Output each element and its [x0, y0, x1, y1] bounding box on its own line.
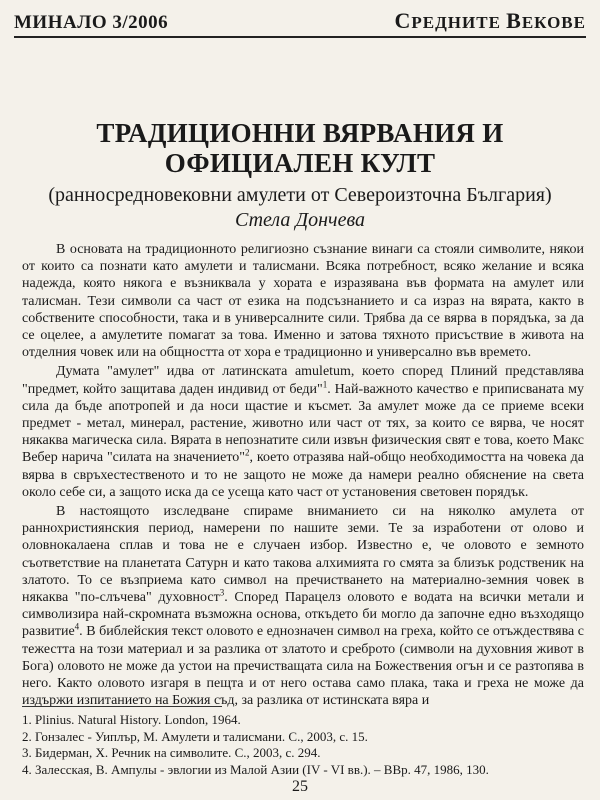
paragraph-2 [22, 363, 584, 501]
paragraph-1: В основата на традиционното религиозно съзнание винаги са стояли символите, някои от които са познати като амулети и талисмани. Всяка потребност, всяко желание и всяка надежда, която някога е възниквала у хората е изразявана във формата на амулет или талисман. Тези символи са част от езика на подсъзнанието и са израз на вярата, както в собствените способности, така и в универсалните сили. Трябва да се вярва в порядъка, за да се оцелее, а амулетите помагат за това. Именно и затова тяхното присъствие в живота на отделния човек или на общността от хора е традиционно и универсално във времето. [22, 242, 584, 361]
journal-issue: МИНАЛО 3/2006 [14, 12, 169, 33]
section-title-rest-2: ЕКОВЕ [521, 13, 586, 32]
paragraph-3-text-c: . В библейския текст оловото е еднозначен символ на греха, който се отъждествява с тежестта на този материал и за разлика от златото и среброто (символи на духовния живот в Бога) оловото не може да устои на пречистващата сила на Божествения огън и се разтопява в него. Както оловото изгаря в пещта и от него остава само плака, така и греха не може да издържи изпитанието на Божия съд, за разлика от истинската вяра и [22, 624, 584, 709]
running-header [14, 2, 586, 38]
article-title-line-2: ОФИЦИАЛЕН КУЛТ [164, 148, 436, 178]
page-number: 25 [292, 778, 308, 795]
section-title-initial: С [394, 8, 412, 33]
footnote-ref-4: 4 [74, 621, 80, 632]
footnotes [22, 712, 582, 778]
section-title-rest: РЕДНИТЕ [411, 13, 507, 32]
footnote-ref-3: 3 [219, 587, 225, 598]
paragraph-2-text-c: , което отразява най-общо необходимостта на човека да вярва в свръхестественото и то не защото не може да намери реално обяснение на света около себе си, а защото иска да се усеща като част от установения световен порядък. [22, 450, 584, 500]
article-heading [20, 118, 580, 232]
footnote-divider [22, 706, 222, 707]
footnote-3: 3. Бидерман, Х. Речник на символите. С., 2003, с. 294. [22, 745, 321, 760]
footnote-4: 4. Залесская, В. Ампулы - эвлогии из Малой Азии (IV - VI вв.). – ВВр. 47, 1986, 130. [22, 761, 489, 777]
footnote-2: 2. Гонзалес - Уиплър, М. Амулети и талисмани. С., 2003, с. 15. [22, 728, 368, 744]
article-title-line-1: ТРАДИЦИОННИ ВЯРВАНИЯ И [96, 118, 504, 148]
paragraph-2-text-b: . Най-важното качество е приписваната му сила да бъде апотропей и да носи щастие и късмет. За амулет може да се приеме всеки предмет - метал, минерал, растение, животно или част от тях, за които се вярва, че носят някаква магическа сила. Вярата в непознатите сили извън физическия свят е това, което Макс Вебер нарича "силата на значението" [22, 381, 585, 466]
article-subtitle: (ранносредновековни амулети от Североизточна България) [48, 184, 552, 206]
footnote-ref-1: 1 [322, 378, 328, 389]
article-body [22, 241, 584, 709]
footnote-ref-2: 2 [244, 447, 250, 458]
article-author: Стела Дончева [234, 209, 366, 231]
paragraph-3-text-b: . Според Парацелз оловото е водата на всички метали и символизира най-скромната възможна основа, откъдето би могло да започне едно възходящо развитие [22, 590, 585, 640]
section-title-initial-2: В [506, 8, 522, 33]
section-title [394, 10, 586, 36]
paragraph-3 [22, 503, 584, 709]
footnote-1: 1. Plinius. Natural History. London, 1964. [22, 712, 241, 727]
paragraph-3-text-a: В настоящото изследване спираме вниманието си на няколко амулета от раннохристиянския период, намерени по нашите земи. Те за изработени от олово и оловнокалаена сплав и това не е случаен избор. Известно е, че оловото е земното съответствие на планетата Сатурн и като такова алхимията го смята за близък родственик на златото. То се възприема като символ на пречистването на материално-земния човек в някаква "по-слъчева" духовност [22, 504, 584, 606]
paragraph-2-text-a: Думата "амулет" идва от латинската amuletum, което според Плиний представлява "предмет, който защитава даден индивид от беди" [22, 364, 584, 397]
